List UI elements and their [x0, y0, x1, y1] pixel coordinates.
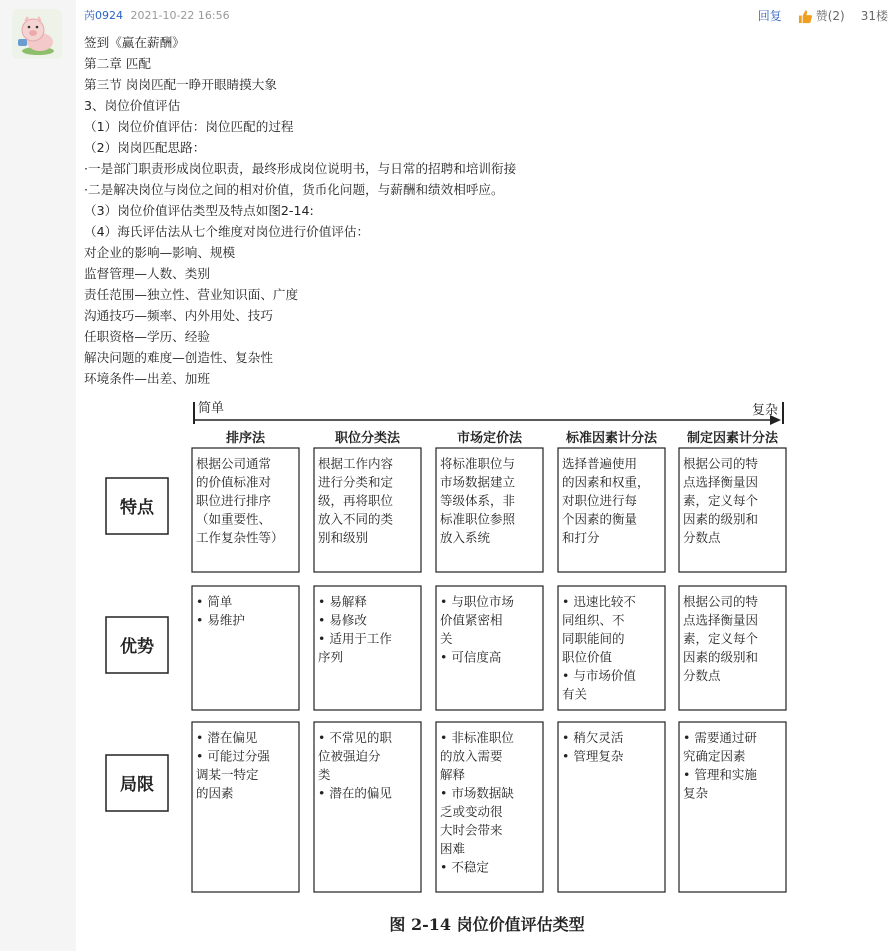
- cell-text-r1-c5-l2: 点选择衡量因: [683, 474, 759, 490]
- cell-text-r2-c1-l1: • 简单: [196, 594, 233, 609]
- cell-text-r1-c2-l1: 根据工作内容: [318, 456, 394, 471]
- cell-text-r1-c3-l2: 市场数据建立: [440, 474, 516, 490]
- cell-text-r2-c3-l2: 价值紧密相: [440, 612, 503, 628]
- column-header-2: 职位分类法: [334, 431, 401, 446]
- cell-text-r1-c5-l1: 根据公司的特: [683, 456, 759, 471]
- cell-text-r3-c1-l3: 调某一特定: [196, 767, 259, 782]
- figure-job-evaluation-types: [84, 390, 890, 951]
- cell-text-r1-c4-l3: 对职位进行每: [562, 493, 638, 508]
- cell-text-r2-c1-l2: • 易维护: [196, 612, 245, 628]
- cell-text-r2-c4-l1: • 迅速比较不: [562, 594, 636, 609]
- cell-text-r3-c3-l4: • 市场数据缺: [440, 785, 514, 801]
- cell-text-r2-c4-l6: 有关: [562, 686, 588, 702]
- cell-text-r3-c1-l4: 的因素: [196, 785, 234, 801]
- cell-text-r3-c3-l6: 大时会带来: [440, 822, 503, 838]
- cell-box-r3-c4: [558, 722, 665, 892]
- cell-text-r2-c4-l2: 同组织、不: [562, 612, 625, 628]
- cell-text-r2-c3-l4: • 可信度高: [440, 649, 502, 665]
- cell-text-r3-c1-l1: • 潜在偏见: [196, 730, 258, 745]
- column-header-1: 排序法: [225, 431, 266, 446]
- cell-text-r1-c2-l5: 别和级别: [318, 530, 369, 545]
- cell-text-r2-c2-l3: • 适用于工作: [318, 631, 392, 646]
- cell-box-r3-c1: [192, 722, 299, 892]
- cell-text-r3-c3-l3: 解释: [440, 767, 466, 782]
- cell-text-r3-c2-l2: 位被强迫分: [318, 748, 381, 764]
- cell-text-r3-c5-l1: • 需要通过研: [683, 730, 757, 745]
- cell-text-r1-c2-l3: 级，再将职位: [318, 493, 394, 508]
- figure-image: [84, 390, 890, 951]
- cell-text-r3-c5-l2: 究确定因素: [683, 748, 746, 764]
- cell-text-r1-c1-l1: 根据公司通常: [196, 456, 272, 471]
- cell-box-r3-c2: [314, 722, 421, 892]
- cell-text-r3-c3-l7: 困难: [440, 841, 466, 856]
- figure-caption: 图 2-14 岗位价值评估类型: [389, 915, 585, 934]
- content-line: 监督管理—人数、类别: [84, 266, 210, 281]
- cell-text-r2-c4-l4: 职位价值: [562, 649, 613, 665]
- cell-text-r2-c5-l5: 分数点: [683, 668, 721, 683]
- cell-text-r2-c4-l3: 同职能间的: [562, 631, 625, 646]
- cell-text-r2-c5-l4: 因素的级别和: [683, 649, 759, 665]
- content-line: 责任范围—独立性、营业知识面、广度: [84, 287, 299, 302]
- cell-text-r1-c5-l5: 分数点: [683, 530, 721, 545]
- content-line: （1）岗位价值评估：岗位匹配的过程: [84, 119, 294, 134]
- column-header-4: 标准因素计分法: [565, 431, 658, 446]
- post-actions: [758, 8, 888, 24]
- cell-text-r1-c1-l5: 工作复杂性等）: [196, 530, 284, 545]
- cell-text-r3-c3-l8: • 不稳定: [440, 859, 489, 875]
- row-label-3: 局限: [120, 775, 154, 795]
- content-line: （3）岗位价值评估类型及特点如图2-14:: [84, 203, 314, 218]
- cell-text-r3-c5-l3: • 管理和实施: [683, 767, 757, 782]
- cell-text-r3-c2-l1: • 不常见的职: [318, 730, 392, 745]
- cell-text-r3-c2-l4: • 潜在的偏见: [318, 785, 392, 801]
- content-line: 任职资格—学历、经验: [84, 329, 210, 344]
- cell-box-r3-c5: [679, 722, 786, 892]
- floor-number: 31楼: [860, 9, 888, 23]
- cell-text-r3-c5-l4: 复杂: [683, 785, 709, 801]
- content-line: 签到《赢在薪酬》: [84, 35, 185, 50]
- cell-text-r2-c2-l1: • 易解释: [318, 594, 367, 609]
- reply-button[interactable]: 回复: [757, 9, 782, 23]
- cell-text-r3-c1-l2: • 可能过分强: [196, 748, 270, 764]
- post-meta: [84, 9, 230, 23]
- content-line: ·一是部门职责形成岗位职责，最终形成岗位说明书，与日常的招聘和培训衔接: [84, 161, 517, 176]
- cell-text-r3-c3-l2: 的放入需要: [440, 748, 503, 764]
- row-label-2: 优势: [120, 637, 154, 657]
- cell-text-r2-c2-l2: • 易修改: [318, 612, 367, 628]
- scale-left-label: 简单: [198, 401, 225, 416]
- cell-text-r1-c1-l3: 职位进行排序: [196, 493, 272, 508]
- content-line: 3、岗位价值评估: [84, 98, 181, 113]
- pig-avatar-icon: [12, 9, 62, 59]
- cell-text-r1-c1-l2: 的价值标准对: [196, 474, 272, 490]
- content-line: 解决问题的难度—创造性、复杂性: [84, 350, 273, 365]
- cell-text-r2-c5-l3: 素，定义每个: [683, 631, 759, 646]
- cell-text-r1-c2-l4: 放入不同的类: [318, 511, 394, 527]
- scale-right-label: 复杂: [751, 403, 778, 418]
- cell-text-r1-c3-l5: 放入系统: [440, 530, 491, 545]
- content-line: （4）海氏评估法从七个维度对岗位进行价值评估：: [84, 224, 370, 239]
- content-line: 沟通技巧—频率、内外用处、技巧: [84, 308, 273, 323]
- cell-text-r2-c5-l2: 点选择衡量因: [683, 612, 759, 628]
- cell-text-r2-c3-l1: • 与职位市场: [440, 594, 514, 609]
- content-line: 第三节 岗岗匹配一睁开眼睛摸大象: [84, 77, 277, 92]
- author-column: [0, 0, 76, 951]
- cell-text-r1-c4-l4: 个因素的衡量: [562, 511, 638, 527]
- cell-text-r3-c3-l1: • 非标准职位: [440, 730, 514, 745]
- content-line: 第二章 匹配: [84, 56, 151, 71]
- cell-text-r1-c5-l3: 素，定义每个: [683, 493, 759, 508]
- cell-text-r1-c1-l4: （如重要性、: [196, 511, 272, 527]
- cell-text-r2-c2-l4: 序列: [318, 649, 344, 665]
- content-line: 对企业的影响—影响、规模: [84, 245, 236, 260]
- post-content: [84, 32, 516, 389]
- content-line: （2）岗岗匹配思路：: [84, 140, 206, 155]
- cell-text-r1-c4-l5: 和打分: [562, 530, 600, 545]
- cell-text-r2-c3-l3: 关: [440, 631, 453, 646]
- cell-text-r3-c4-l1: • 稍欠灵活: [562, 730, 624, 745]
- like-button[interactable]: [798, 8, 845, 24]
- thumbs-up-icon: [798, 9, 813, 24]
- cell-text-r3-c3-l5: 乏或变动很: [440, 804, 503, 819]
- cell-text-r1-c2-l2: 进行分类和定: [318, 474, 394, 490]
- cell-text-r1-c3-l3: 等级体系，非: [440, 493, 516, 508]
- avatar[interactable]: [12, 9, 62, 59]
- cell-text-r3-c2-l3: 类: [318, 767, 331, 782]
- username-link[interactable]: 芮0924: [84, 9, 123, 22]
- cell-text-r3-c4-l2: • 管理复杂: [562, 748, 624, 764]
- cell-text-r2-c4-l5: • 与市场价值: [562, 668, 636, 683]
- column-header-5: 制定因素计分法: [686, 431, 779, 446]
- cell-text-r1-c5-l4: 因素的级别和: [683, 511, 759, 527]
- cell-text-r1-c4-l2: 的因素和权重，: [562, 474, 650, 490]
- column-header-3: 市场定价法: [456, 431, 523, 446]
- post-timestamp: 2021-10-22 16:56: [130, 9, 230, 22]
- like-count: 赞(2): [815, 9, 845, 23]
- cell-text-r1-c3-l1: 将标准职位与: [440, 456, 516, 471]
- row-label-1: 特点: [120, 498, 154, 518]
- cell-text-r1-c4-l1: 选择普遍使用: [562, 456, 638, 471]
- cell-text-r1-c3-l4: 标准职位参照: [440, 511, 516, 527]
- content-line: 环境条件—出差、加班: [84, 371, 210, 386]
- content-line: ·二是解决岗位与岗位之间的相对价值，货币化问题，与薪酬和绩效相呼应。: [84, 182, 504, 197]
- cell-text-r2-c5-l1: 根据公司的特: [683, 594, 759, 609]
